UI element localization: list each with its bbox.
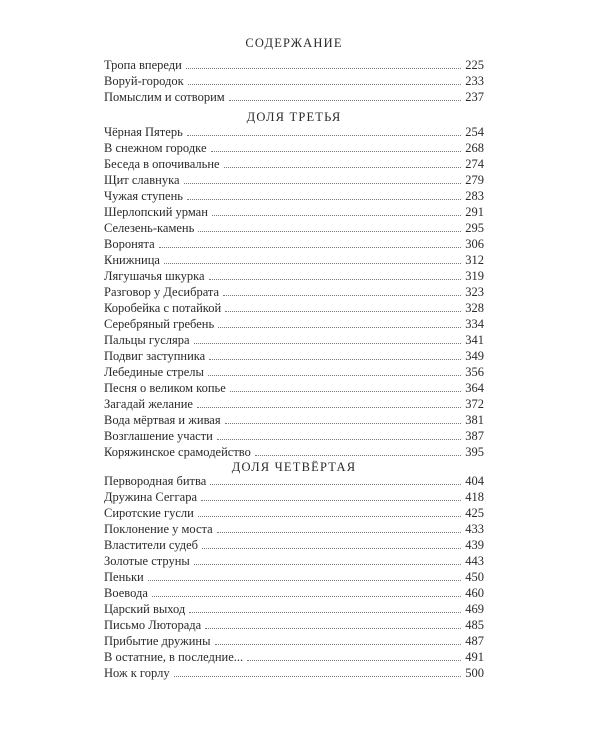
dot-leader [225,423,461,424]
toc-entry-title: Серебряный гребень [104,317,215,331]
toc-entry-title: Беседа в опочивальне [104,157,220,171]
dot-leader [198,516,461,517]
toc-entry-title: Воевода [104,586,148,600]
dot-leader [212,215,461,216]
dot-leader [218,327,461,328]
toc-entry-page: 450 [465,570,484,584]
toc-entry [104,332,484,348]
section-title-part4: ДОЛЯ ЧЕТВЁРТАЯ [231,460,357,474]
toc-entry [104,188,484,204]
toc-entry-page: 312 [465,253,484,267]
toc-entry-page: 233 [465,74,484,88]
toc-entry-page: 279 [465,173,484,187]
toc-entry-page: 425 [465,506,484,520]
toc-entry [104,348,484,364]
toc-entry [104,89,484,105]
toc-entry-title: Нож к горлу [104,666,170,680]
toc-entry-title: Коряжинское срамодейство [104,445,251,459]
toc-entry-title: Тропа впереди [104,58,182,72]
dot-leader [188,84,461,85]
toc-entry-title: Пеньки [104,570,144,584]
toc-entry-title: Коробейка с потайкой [104,301,222,315]
toc-entry-page: 404 [465,474,484,488]
toc-entry-title: Золотые струны [104,554,190,568]
toc-entry [104,380,484,396]
toc-entry [104,649,484,665]
toc-entry-page: 295 [465,221,484,235]
toc-entry [104,412,484,428]
toc-entry-page: 319 [465,269,484,283]
toc-entry-title: Чужая ступень [104,189,183,203]
toc-entry-page: 485 [465,618,484,632]
toc-entry [104,124,484,140]
toc-entry-title: Дружина Сеггара [104,490,198,504]
dot-leader [198,231,461,232]
toc-entry-page: 439 [465,538,484,552]
toc-entry-title: В остатние, в последние... [104,650,244,664]
toc-entry [104,73,484,89]
toc-entry-title: Воруй-городок [104,74,184,88]
toc-entry-title: Прибытие дружины [104,634,211,648]
toc-entry [104,633,484,649]
toc-entry [104,364,484,380]
toc-entry [104,505,484,521]
toc-entry-page: 356 [465,365,484,379]
toc-entry-page: 372 [465,397,484,411]
toc-entry-page: 328 [465,301,484,315]
toc-entry-page: 323 [465,285,484,299]
toc-entry-page: 433 [465,522,484,536]
toc-entry [104,396,484,412]
dot-leader [211,151,462,152]
toc-entry [104,220,484,236]
toc-entry-page: 500 [465,666,484,680]
dot-leader [197,407,461,408]
toc-entry-title: Помыслим и сотворим [104,90,225,104]
dot-leader [230,391,461,392]
toc-entry-page: 274 [465,157,484,171]
dot-leader [174,676,461,677]
toc-entry [104,268,484,284]
toc-entry [104,57,484,73]
toc-entry-page: 418 [465,490,484,504]
dot-leader [255,455,461,456]
toc-entry-page: 306 [465,237,484,251]
toc-entry-page: 491 [465,650,484,664]
dot-leader [187,135,461,136]
toc-entry [104,428,484,444]
toc-entry-page: 268 [465,141,484,155]
toc-entry [104,665,484,681]
toc-entry [104,284,484,300]
toc-entry-title: Царский выход [104,602,186,616]
dot-leader [187,199,461,200]
toc-entry-title: Первородная битва [104,474,207,488]
toc-entry-title: Подвиг заступника [104,349,206,363]
toc-entry [104,156,484,172]
toc-entry [104,601,484,617]
toc-entry-page: 387 [465,429,484,443]
toc-entry [104,316,484,332]
toc-entry-title: Лебединые стрелы [104,365,204,379]
toc-entry [104,444,484,460]
toc-entry-title: Щит славнука [104,173,180,187]
part4-entries [104,473,484,681]
dot-leader [208,375,461,376]
toc-entry [104,521,484,537]
toc-entry-page: 341 [465,333,484,347]
dot-leader [194,564,461,565]
dot-leader [229,100,461,101]
toc-entry-title: Воронята [104,237,155,251]
dot-leader [159,247,461,248]
toc-entry [104,569,484,585]
dot-leader [217,439,461,440]
toc-entry-page: 349 [465,349,484,363]
toc-entry-title: Песня о великом копье [104,381,226,395]
dot-leader [201,500,461,501]
dot-leader [217,532,461,533]
dot-leader [148,580,461,581]
dot-leader [194,343,461,344]
dot-leader [224,167,461,168]
page-title: СОДЕРЖАНИЕ [245,36,343,50]
toc-entry-page: 364 [465,381,484,395]
intro-entries [104,57,484,105]
section-title-part3: ДОЛЯ ТРЕТЬЯ [246,110,342,124]
toc-entry-title: Вода мёртвая и живая [104,413,221,427]
toc-entry-title: Возглашение участи [104,429,213,443]
toc-entry-page: 487 [465,634,484,648]
dot-leader [247,660,461,661]
toc-entry-title: Книжница [104,253,160,267]
toc-entry-title: В снежном городке [104,141,207,155]
toc-entry [104,473,484,489]
toc-entry [104,236,484,252]
toc-entry [104,553,484,569]
toc-entry-title: Пальцы гусляра [104,333,190,347]
dot-leader [209,359,461,360]
toc-entry-title: Шерлопский урман [104,205,208,219]
dot-leader [152,596,461,597]
toc-entry [104,140,484,156]
toc-entry-title: Властители судеб [104,538,199,552]
toc-entry-page: 225 [465,58,484,72]
dot-leader [215,644,462,645]
toc-entry [104,617,484,633]
dot-leader [210,484,461,485]
toc-entry-page: 283 [465,189,484,203]
toc-entry-page: 334 [465,317,484,331]
toc-entry [104,489,484,505]
toc-entry-title: Сиротские гусли [104,506,194,520]
toc-entry [104,300,484,316]
toc-entry-page: 237 [465,90,484,104]
toc-entry-page: 291 [465,205,484,219]
toc-entry-title: Письмо Люторада [104,618,202,632]
toc-entry [104,252,484,268]
toc-entry-page: 460 [465,586,484,600]
dot-leader [205,628,461,629]
dot-leader [184,183,462,184]
toc-entry [104,585,484,601]
toc-entry-title: Загадай желание [104,397,193,411]
toc-entry-title: Селезень-камень [104,221,195,235]
toc-entry-title: Поклонение у моста [104,522,213,536]
toc-entry [104,172,484,188]
toc-entry [104,204,484,220]
toc-entry-page: 381 [465,413,484,427]
toc-entry [104,537,484,553]
toc-entry-page: 469 [465,602,484,616]
toc-entry-title: Лягушачья шкурка [104,269,205,283]
dot-leader [223,295,461,296]
dot-leader [189,612,461,613]
toc-entry-page: 395 [465,445,484,459]
dot-leader [186,68,461,69]
dot-leader [164,263,461,264]
dot-leader [209,279,461,280]
toc-entry-page: 443 [465,554,484,568]
part3-entries [104,124,484,460]
dot-leader [202,548,461,549]
toc-entry-page: 254 [465,125,484,139]
toc-entry-title: Разговор у Десибрата [104,285,220,299]
dot-leader [225,311,461,312]
toc-entry-title: Чёрная Пятерь [104,125,183,139]
